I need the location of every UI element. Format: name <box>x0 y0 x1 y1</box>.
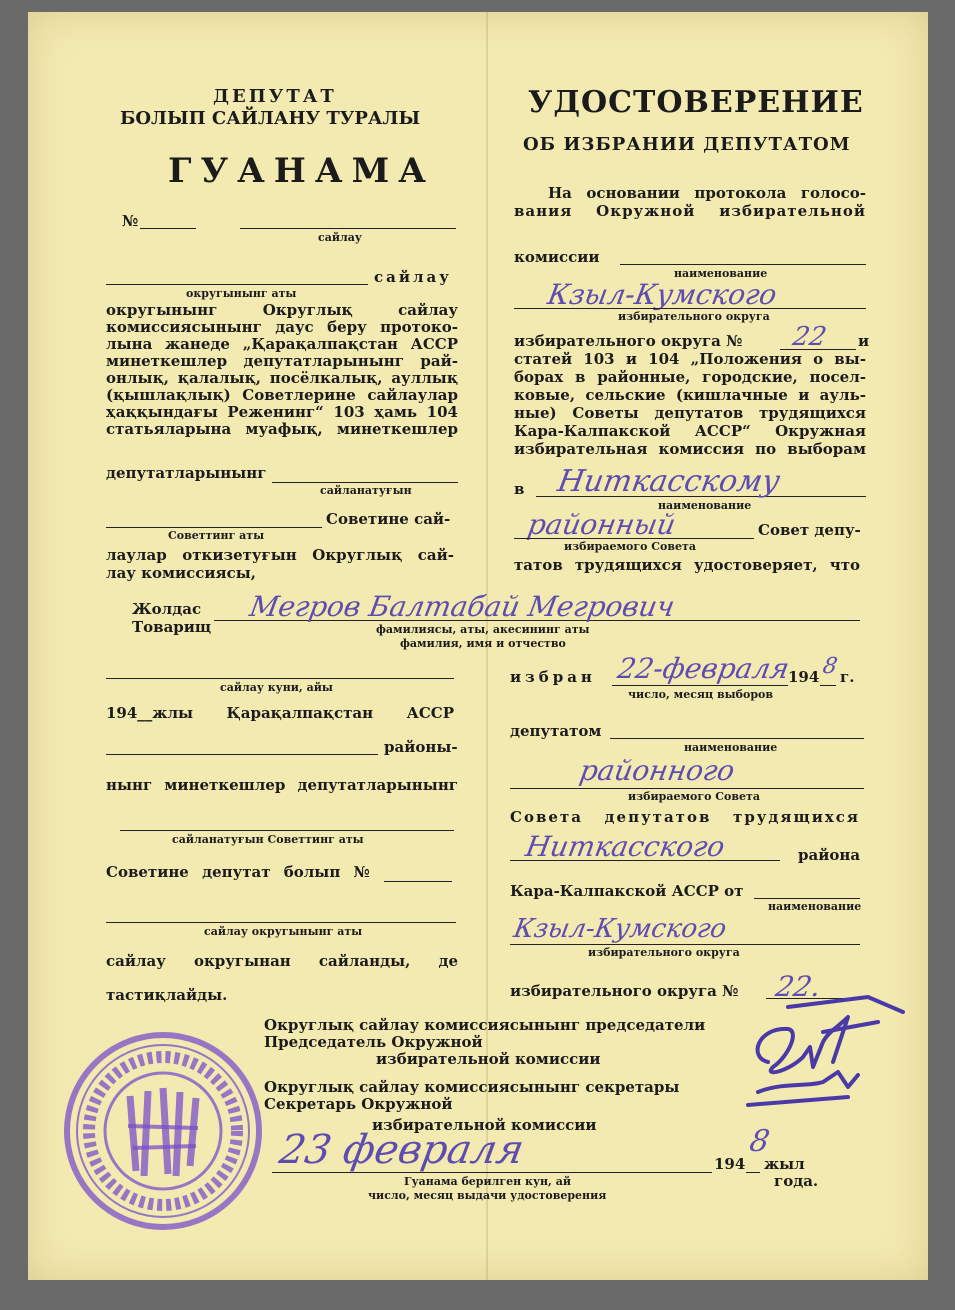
right-r15: депутатом <box>510 722 602 740</box>
label-zholdas: Жолдас <box>132 600 202 618</box>
right-r4b: и <box>858 332 870 350</box>
bottom-b5: Секретарь Окружной <box>264 1095 453 1113</box>
bottom-b4: Округлық сайлау комиссиясынынг секретары <box>264 1078 680 1096</box>
left-p17: сайлау округынан сайланды, де <box>106 952 458 970</box>
caption-okrug-aty: округынынг аты <box>186 287 297 300</box>
handwritten-year-2: 8 <box>746 1124 773 1159</box>
left-p14: районы- <box>384 738 458 756</box>
caption-naim-3: наименование <box>684 741 778 754</box>
right-r16: Совета депутатов трудящихся <box>510 808 860 826</box>
handwritten-okrug-2: Кзыл-Кумского <box>511 914 729 944</box>
caption-izb-okruga: избирательного округа <box>618 310 770 323</box>
right-heading-2: ОБ ИЗБРАНИИ ДЕПУТАТОМ <box>523 134 851 155</box>
left-heading-1: ДЕПУТАТ <box>213 86 337 107</box>
right-r9: Кара-Калпакской АССР“ Окружная <box>514 422 866 440</box>
handwritten-place: Ниткасскому <box>554 464 783 499</box>
caption-saylau: сайлау <box>318 231 362 244</box>
left-p6: (қышлақлық) Советлерине сайлаулар <box>106 386 458 404</box>
handwritten-okrug: Кзыл-Кумского <box>545 278 780 311</box>
left-heading-2: БОЛЫП САЙЛАНУ ТУРАЛЫ <box>120 108 421 129</box>
right-r8: ные) Советы депутатов трудящихся <box>514 404 866 422</box>
right-r2: вания Окружной избирательной <box>514 202 866 220</box>
label-tovarish: Товарищ <box>132 618 212 636</box>
left-p9: депутатларынынг <box>106 464 267 482</box>
caption-naim-4: наименование <box>768 900 862 913</box>
caption-familiya-kk: фамилиясы, аты, акесининг аты <box>376 623 590 636</box>
right-r12: Совет депу- <box>758 521 861 539</box>
right-r5: статей 103 и 104 „Положения о вы- <box>514 350 866 368</box>
bottom-b7: 194 <box>714 1155 746 1173</box>
caption-saylanatug: сайланатуғын <box>320 484 412 497</box>
bottom-b8: жыл <box>764 1155 805 1173</box>
right-r6: борах в районные, городские, посел- <box>514 368 866 386</box>
handwritten-name: Мегров Балтабай Мегрович <box>247 590 678 623</box>
left-p2: комиссиясынынг даус беру протоко- <box>106 318 458 336</box>
bottom-b9: года. <box>774 1172 819 1190</box>
right-r14c: г. <box>840 668 855 686</box>
handwritten-election-date: 22-февраля <box>615 652 792 685</box>
right-r19: избирательного округа № <box>510 982 739 1000</box>
right-r3: комиссии <box>514 248 600 266</box>
left-title: ГУАНАМА <box>168 151 435 191</box>
handwritten-raion: районный <box>525 508 679 541</box>
caption-chislo: число, месяц выборов <box>628 688 774 701</box>
caption-saylanatug-sovet: сайланатуғын Советтинг аты <box>172 833 364 846</box>
caption-izb-soveta-2: избираемого Совета <box>628 790 760 803</box>
caption-naim-2: наименование <box>658 499 752 512</box>
right-r11: в <box>514 480 525 498</box>
right-r7: ковые, сельские (кишлачные и ауль- <box>514 386 866 404</box>
bottom-b6: избирательной комиссии <box>372 1116 597 1134</box>
signature-icon <box>728 987 918 1117</box>
left-p11: лаулар откизетуғын Округлық сай- <box>106 546 454 564</box>
caption-izb-soveta: избираемого Совета <box>564 540 696 553</box>
right-r18: Кара-Калпакской АССР от <box>510 882 744 900</box>
handwritten-number-1: 22 <box>790 322 829 352</box>
caption-issue-1: Гуанама берилген кун, ай <box>404 1175 571 1188</box>
left-p1: округынынг Округлық сайлау <box>106 301 458 319</box>
caption-okrug-aty-2: сайлау округынынг аты <box>204 925 363 938</box>
handwritten-issue-date: 23 февраля <box>275 1127 528 1173</box>
left-p3: лына жанеде „Қарақалпақстан АССР <box>106 335 458 353</box>
left-p12: лау комиссиясы, <box>106 564 256 582</box>
bottom-b2: Председатель Окружной <box>264 1033 483 1051</box>
bottom-b3: избирательной комиссии <box>376 1050 601 1068</box>
left-p4: минеткешлер депутатларынынг рай- <box>106 352 458 370</box>
right-r17: района <box>798 846 861 864</box>
caption-familiya-ru: фамилия, имя и отчество <box>400 637 566 650</box>
caption-izb-okruga-2: избирательного округа <box>588 946 740 959</box>
right-r14: избран <box>510 668 596 686</box>
right-r4: избирательного округа № <box>514 332 743 350</box>
left-p16: Советине депутат болып № <box>106 863 370 881</box>
caption-saylau-kuni: сайлау куни, айы <box>220 681 333 694</box>
right-r10: избирательная комиссия по выборам <box>514 440 866 458</box>
handwritten-number-2: 22. <box>773 970 824 1003</box>
left-p8: статьяларына муафық, минеткешлер <box>106 420 458 438</box>
right-title: УДОСТОВЕРЕНИЕ <box>528 85 864 120</box>
left-saylau: сайлау <box>374 268 452 286</box>
left-p5: онлық, қалалық, посёлкалық, ауллық <box>106 369 458 387</box>
left-p10: Советине сай- <box>326 510 451 528</box>
right-r1: На основании протокола голосо- <box>548 184 866 202</box>
handwritten-place-2: Ниткасского <box>523 830 728 863</box>
handwritten-year-1: 8 <box>820 654 840 679</box>
caption-sovet-aty: Советтинг аты <box>168 529 265 542</box>
handwritten-raionnogo: районного <box>577 754 738 787</box>
caption-issue-2: число, месяц выдачи удостоверения <box>368 1189 607 1202</box>
right-r13: татов трудящихся удостоверяет, что <box>514 556 860 574</box>
left-number-label: № <box>122 212 139 230</box>
left-p15: нынг минеткешлер депутатларынынг <box>106 776 458 794</box>
right-r14b: 194 <box>788 668 820 686</box>
left-p18: тастиқлайды. <box>106 986 228 1004</box>
caption-naim-1: наименование <box>674 267 768 280</box>
certificate-paper <box>28 12 928 1280</box>
left-p7: ҳаққындағы Реженинг“ 103 ҳамь 104 <box>106 403 458 421</box>
bottom-b1: Округлық сайлау комиссиясынынг председатели <box>264 1016 706 1034</box>
left-p13: 194__жлы Қарақалпақстан АССР <box>106 704 454 722</box>
round-stamp-icon <box>58 1026 268 1236</box>
